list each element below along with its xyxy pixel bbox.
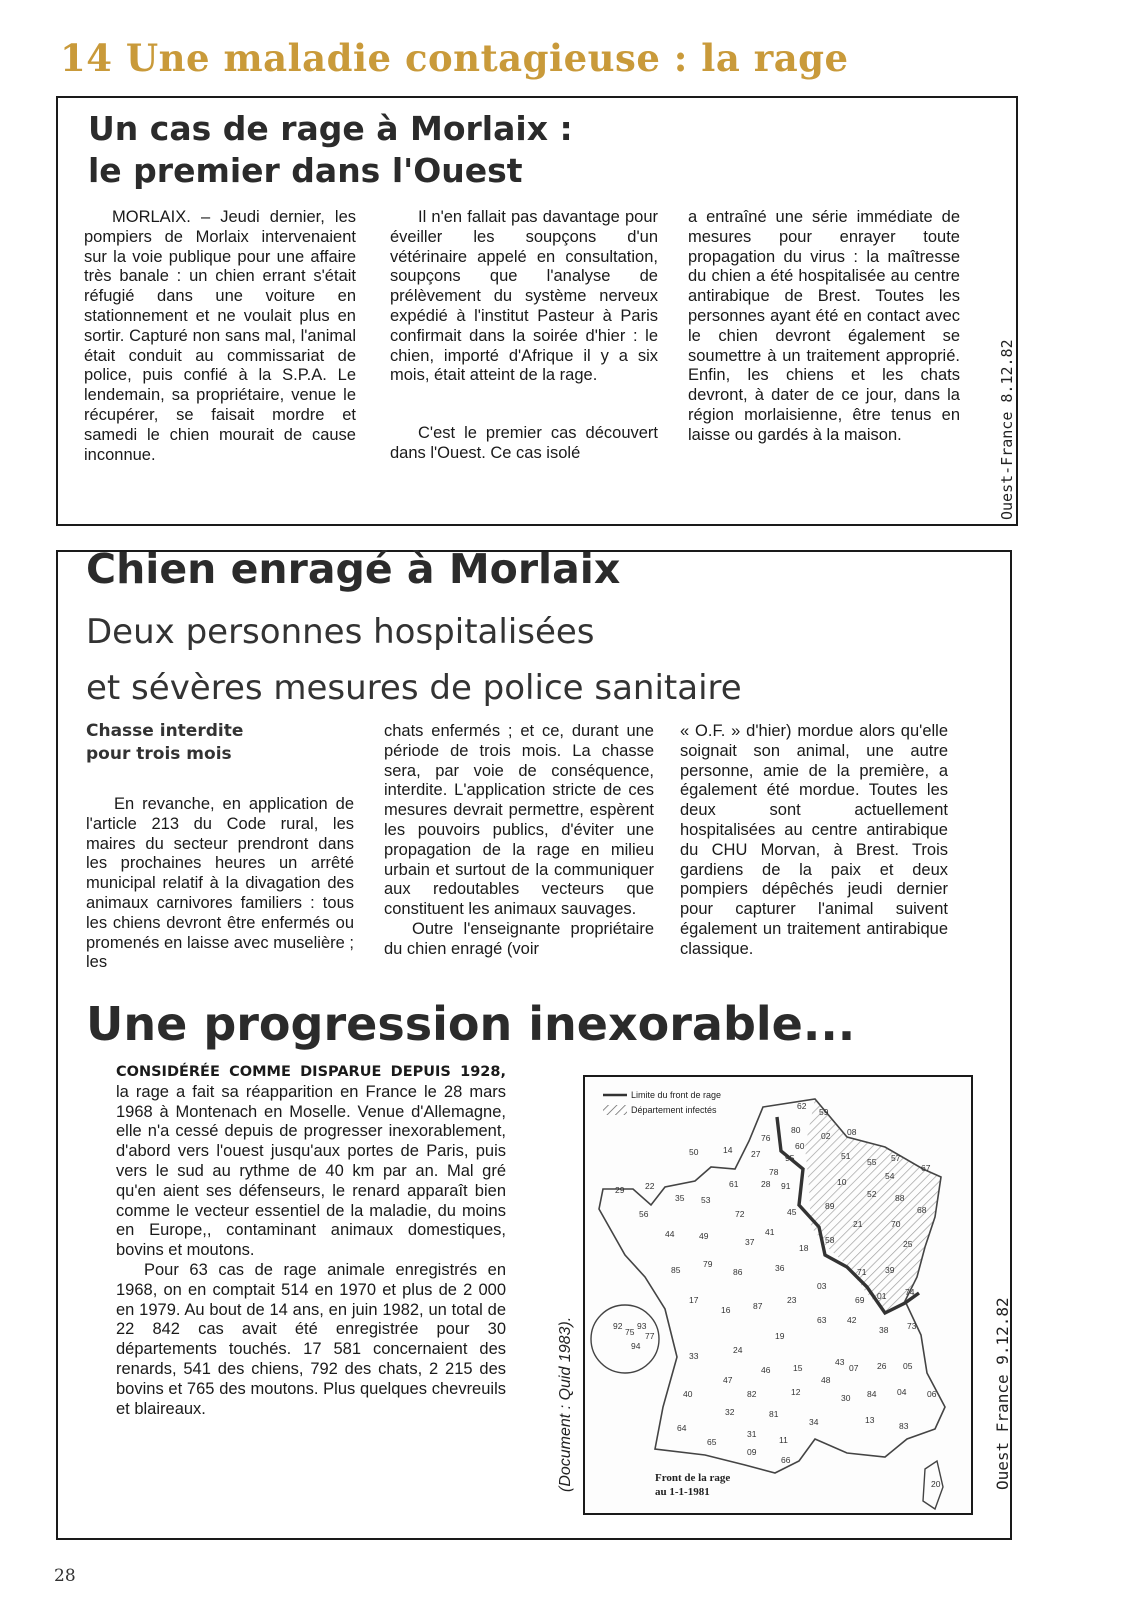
department-label: 50 [689, 1147, 699, 1157]
department-label: 36 [775, 1263, 785, 1273]
department-label: 35 [675, 1193, 685, 1203]
article3-headline: Une progression inexorable... [86, 997, 856, 1051]
department-label: 93 [637, 1321, 647, 1331]
department-label: 45 [787, 1207, 797, 1217]
department-label: 48 [821, 1375, 831, 1385]
department-label: 10 [837, 1177, 847, 1187]
department-label: 91 [781, 1181, 791, 1191]
department-label: 89 [825, 1201, 835, 1211]
department-label: 49 [699, 1231, 709, 1241]
article1-col3-text: a entraîné une série immédiate de mesures pour enrayer toute propagation du virus : la maîtresse du chien a été hospitalisée au centre antirabique de Brest. Toutes les personnes ayant été en contact avec le chien devront également se soumettre à un traitement approprié. Enfin, les chiens et les chats devront, à dater de ce jour, dans la région morlaisienne, être tenus en laisse ou gardés à la maison. [688, 208, 960, 444]
department-label: 30 [841, 1393, 851, 1403]
department-label: 61 [729, 1179, 739, 1189]
chapter-title: 14 Une maladie contagieuse : la rage [60, 36, 849, 80]
department-label: 85 [671, 1265, 681, 1275]
department-label: 44 [665, 1229, 675, 1239]
department-label: 86 [733, 1267, 743, 1277]
department-label: 24 [733, 1345, 743, 1355]
department-label: 01 [877, 1291, 887, 1301]
department-label: 18 [799, 1243, 809, 1253]
department-label: 79 [703, 1259, 713, 1269]
department-label: 54 [885, 1171, 895, 1181]
article2-column-1 [86, 795, 354, 973]
department-label: 05 [903, 1361, 913, 1371]
article1-col2-paragraph-1: Il n'en fallait pas davantage pour éveiller les soupçons d'un vétérinaire appelé en consultation, soupçons que l'analyse de prélèvement du système nerveux expédié à l'institut Pasteur à Paris confirmait dans la soirée d'hier : le chien, importé d'Afrique il y a six mois, était atteint de la rage. [390, 208, 658, 385]
article2-intertitle-line1: Chasse interdite [86, 721, 244, 741]
department-label: 32 [725, 1407, 735, 1417]
department-label: 84 [867, 1389, 877, 1399]
department-label: 08 [847, 1127, 857, 1137]
department-label: 39 [885, 1265, 895, 1275]
department-label: 80 [791, 1125, 801, 1135]
department-label: 78 [769, 1167, 779, 1177]
department-label: 52 [867, 1189, 877, 1199]
article1-column-3 [688, 208, 960, 446]
department-label: 65 [707, 1437, 717, 1447]
department-label: 16 [721, 1305, 731, 1315]
article2-column-3 [680, 722, 948, 960]
department-label: 34 [809, 1417, 819, 1427]
department-label: 64 [677, 1423, 687, 1433]
department-label: 40 [683, 1389, 693, 1399]
department-label: 07 [849, 1363, 859, 1373]
department-label: 37 [745, 1237, 755, 1247]
department-label: 67 [921, 1163, 931, 1173]
article2-col2-paragraph-2: Outre l'enseignante propriétaire du chien enragé (voir [384, 919, 654, 958]
department-label: 21 [853, 1219, 863, 1229]
department-label: 73 [907, 1321, 917, 1331]
article3-body [116, 1062, 506, 1419]
article3-paragraph-2: Pour 63 cas de rage animale enregistrés en 1968, on en comptait 514 en 1970 et plus de 2 000 en 1979. Au bout de 14 ans, en juin 1982, un total de 22 842 cas avait été enregistrée pour 30 départements touchés. 17 581 concernaient des renards, 541 des chiens, 792 des chats, 2 215 des bovins et 765 des moutons. Plus quelques chevreuils et blaireaux. [116, 1260, 506, 1418]
department-label: 47 [723, 1375, 733, 1385]
department-label: 14 [723, 1145, 733, 1155]
department-label: 77 [645, 1331, 655, 1341]
article2-subhead [86, 604, 742, 716]
department-label: 29 [615, 1185, 625, 1195]
article2-headline: Chien enragé à Morlaix [86, 545, 621, 593]
article1-headline [88, 108, 573, 192]
department-label: 11 [779, 1435, 788, 1445]
department-label: 70 [891, 1219, 901, 1229]
department-label: 72 [735, 1209, 745, 1219]
department-label: 68 [917, 1205, 927, 1215]
department-label: 23 [787, 1295, 797, 1305]
department-label: 87 [753, 1301, 763, 1311]
department-label: 83 [899, 1421, 909, 1431]
department-label: 13 [865, 1415, 875, 1425]
article2-col2-paragraph-1: chats enfermés ; et ce, durant une période de trois mois. La chasse sera, par voie de conséquence, interdite. L'application stricte de ces mesures devrait permettre, espèrent les pouvoirs publics, d'éviter une propagation de la rage en milieu urbain et surtout de la communiquer aux redoutables vecteurs que constituent les animaux sauvages. [384, 722, 654, 919]
department-label: 51 [841, 1151, 851, 1161]
article3-paragraph-1 [116, 1062, 506, 1261]
france-map-svg [585, 1077, 971, 1513]
department-label: 60 [795, 1141, 805, 1151]
department-label: 12 [791, 1387, 801, 1397]
department-label: 04 [897, 1387, 907, 1397]
legend-hatch-icon [603, 1105, 627, 1115]
department-label: 75 [625, 1327, 635, 1337]
department-label: 41 [765, 1227, 775, 1237]
department-label: 94 [631, 1341, 641, 1351]
article1-column-2 [390, 208, 658, 464]
rabies-front-map [583, 1075, 973, 1515]
department-label: 71 [857, 1267, 867, 1277]
article2-intertitle-line2: pour trois mois [86, 744, 232, 764]
department-label: 09 [747, 1447, 757, 1457]
article2-subhead-line1: Deux personnes hospitalisées [86, 612, 595, 652]
article2-subhead-line2: et sévères mesures de police sanitaire [86, 668, 742, 708]
department-label: 03 [817, 1281, 827, 1291]
department-label: 62 [797, 1101, 807, 1111]
department-label: 17 [689, 1295, 699, 1305]
department-label: 58 [825, 1235, 835, 1245]
department-label: 22 [645, 1181, 655, 1191]
department-label: 69 [855, 1295, 865, 1305]
article3-lead-caps: CONSIDÉRÉE COMME DISPARUE DEPUIS 1928, [116, 1064, 506, 1080]
department-label: 06 [927, 1389, 937, 1399]
department-label: 81 [769, 1409, 779, 1419]
department-label: 27 [751, 1149, 761, 1159]
department-label: 76 [761, 1133, 771, 1143]
department-label: 46 [761, 1365, 771, 1375]
department-label: 26 [877, 1361, 887, 1371]
article2-intertitle [86, 720, 243, 766]
article1-source-credit: Ouest-France 8.12.82 [998, 339, 1016, 520]
department-label: 02 [821, 1131, 831, 1141]
department-label: 57 [891, 1153, 901, 1163]
article1-col1-text: MORLAIX. – Jeudi dernier, les pompiers de Morlaix intervenaient sur la voie publique pour une affaire très banale : un chien errant s'était réfugié dans une voiture en stationnement et ne voulait plus en sortir. Capturé non sans mal, l'animal était conduit au commissariat de police, puis confié à la S.P.A. Le lendemain, sa propriétaire, venue le récupérer, se faisait mordre et samedi le chien mourait de cause inconnue. [84, 208, 356, 464]
department-label: 92 [613, 1321, 623, 1331]
department-label: 25 [903, 1239, 913, 1249]
article2-col3-text: « O.F. » d'hier) mordue alors qu'elle soignait son animal, une autre personne, amie de la première, a également été mordue. Toutes les deux sont actuellement hospitalisées au centre antirabique du CHU Morvan, à Brest. Trois gardiens de la paix et deux pompiers dépêchés jeudi dernier pour capturer l'animal suivent également un traitement antirabique classique. [680, 722, 948, 958]
department-label: 31 [747, 1429, 757, 1439]
department-label: 28 [761, 1179, 771, 1189]
department-label: 20 [931, 1479, 941, 1489]
department-label: 15 [793, 1363, 803, 1373]
department-label: 59 [819, 1107, 829, 1117]
department-label: 43 [835, 1357, 845, 1367]
legend-front-line-label: Limite du front de rage [631, 1090, 722, 1100]
legend-hatch-label: Département infectés [631, 1105, 717, 1115]
department-label: 42 [847, 1315, 857, 1325]
department-label: 19 [775, 1331, 785, 1341]
department-label: 95 [785, 1153, 795, 1163]
article1-column-1 [84, 208, 356, 465]
department-label: 88 [895, 1193, 905, 1203]
article2-column-2 [384, 722, 654, 960]
department-label: 53 [701, 1195, 711, 1205]
department-label: 63 [817, 1315, 827, 1325]
department-label: 38 [879, 1325, 889, 1335]
department-label: 55 [867, 1157, 877, 1167]
article1-col2-paragraph-2: C'est le premier cas découvert dans l'Ouest. Ce cas isolé [390, 424, 658, 462]
department-label: 82 [747, 1389, 757, 1399]
department-label: 33 [689, 1351, 699, 1361]
map-legend [603, 1090, 721, 1115]
article1-headline-line2: le premier dans l'Ouest [88, 151, 523, 190]
page-number: 28 [54, 1566, 76, 1586]
map-caption-line2: au 1-1-1981 [655, 1486, 710, 1498]
article2-col1-text: En revanche, en application de l'article 213 du Code rural, les maires du secteur prendront dans les prochaines heures un arrêté municipal relatif à la divagation des animaux carnivores familiers : tous les chiens devront être enfermés ou promenés en laisse avec muselière ; les [86, 795, 354, 972]
department-label: 56 [639, 1209, 649, 1219]
department-label: 74 [905, 1287, 915, 1297]
document-credit: (Document : Quid 1983). [557, 1316, 574, 1492]
map-caption-line1: Front de la rage [655, 1472, 731, 1484]
article1-headline-line1: Un cas de rage à Morlaix : [88, 109, 573, 148]
department-label: 66 [781, 1455, 791, 1465]
article3-paragraph-1-text: la rage a fait sa réapparition en France le 28 mars 1968 à Montenach en Moselle. Venue d'Allemagne, elle n'a cessé depuis de progresser inexorablement, d'abord vers l'ouest jusqu'aux portes de Paris, puis vers le sud au rythme de 40 km par an. Mal gré qu'en aient ses défenseurs, le renard apparaît bien comme le vecteur essentiel de la maladie, du moins en Europe,, contaminant animaux domestiques, bovins et moutons. [116, 1082, 506, 1260]
article3-source-credit: Ouest France 9.12.82 [993, 1297, 1012, 1490]
